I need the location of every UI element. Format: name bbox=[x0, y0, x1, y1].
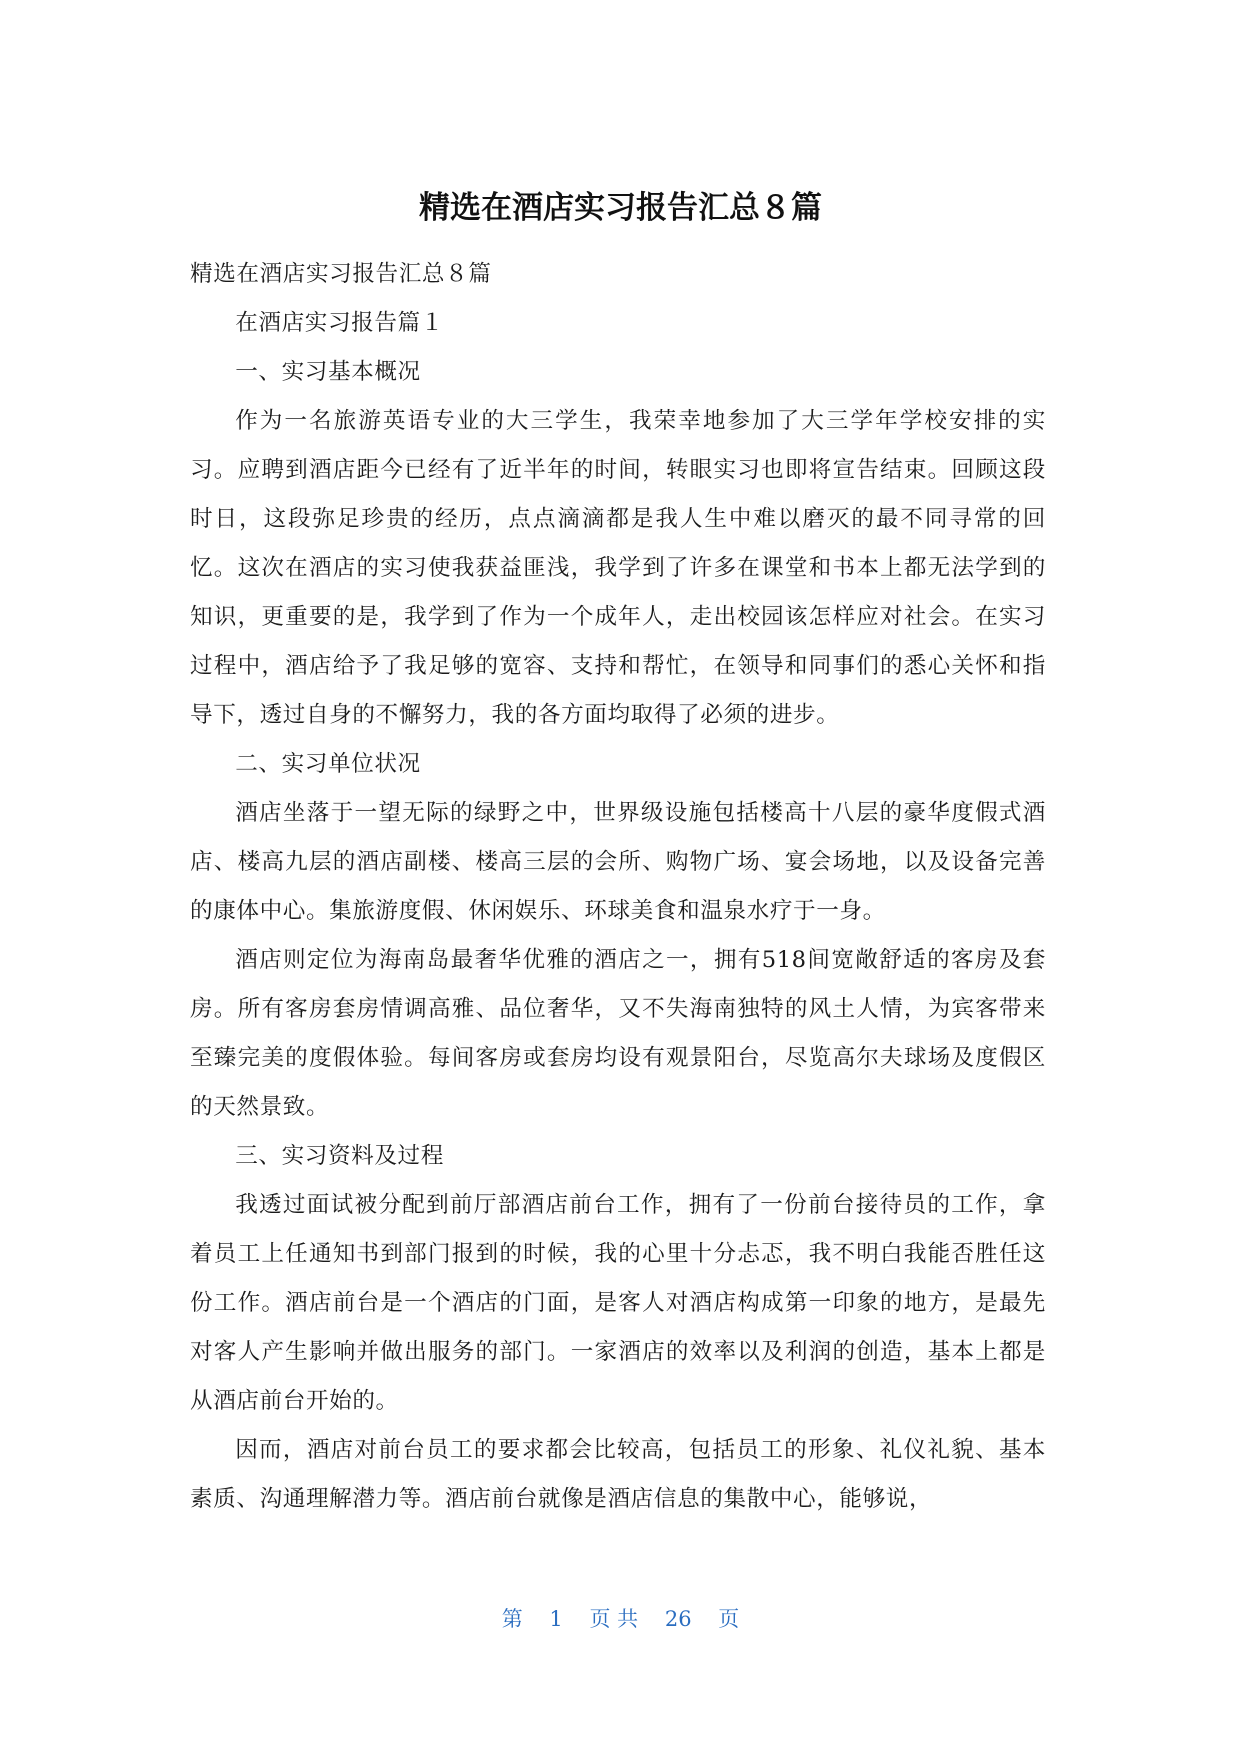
footer-current-page: 1 bbox=[549, 1607, 563, 1631]
section-heading: 在酒店实习报告篇１ bbox=[235, 310, 444, 336]
footer-total-pages: 26 bbox=[664, 1607, 692, 1631]
footer-label-of: 页 共 bbox=[589, 1607, 639, 1631]
body-paragraph: 我透过面试被分配到前厅部酒店前台工作，拥有了一份前台接待员的工作，拿着员工上任通知书到部门报到的时候，我的心里十分忐忑，我不明白我能否胜任这份工作。酒店前台是一个酒店的门面，是客人对酒店构成第一印象的地方，是最先对客人产生影响并做出服务的部门。一家酒店的效率以及利润的创造，基本上都是从酒店前台开始的。 bbox=[190, 1192, 1046, 1414]
section-heading: 二、实习单位状况 bbox=[235, 751, 421, 777]
page-footer bbox=[0, 1604, 1241, 1634]
body-paragraph: 酒店则定位为海南岛最奢华优雅的酒店之一，拥有518间宽敞舒适的客房及套房。所有客房套房情调高雅、品位奢华，又不失海南独特的风土人情，为宾客带来至臻完美的度假体验。每间客房或套房均设有观景阳台，尽览高尔夫球场及度假区的天然景致。 bbox=[190, 947, 1046, 1120]
body-paragraph: 作为一名旅游英语专业的大三学生，我荣幸地参加了大三学年学校安排的实习。应聘到酒店距今已经有了近半年的时间，转眼实习也即将宣告结束。回顾这段时日，这段弥足珍贵的经历，点点滴滴都是我人生中难以磨灭的最不同寻常的回忆。这次在酒店的实习使我获益匪浅，我学到了许多在课堂和书本上都无法学到的知识，更重要的是，我学到了作为一个成年人，走出校园该怎样应对社会。在实习过程中，酒店给予了我足够的宽容、支持和帮忙，在领导和同事们的悉心关怀和指导下，透过自身的不懈努力，我的各方面均取得了必须的进步。 bbox=[190, 408, 1046, 728]
body-paragraph: 因而，酒店对前台员工的要求都会比较高，包括员工的形象、礼仪礼貌、基本素质、沟通理解潜力等。酒店前台就像是酒店信息的集散中心，能够说， bbox=[190, 1437, 1046, 1512]
body-paragraph: 精选在酒店实习报告汇总８篇 bbox=[190, 261, 492, 287]
document-title: 精选在酒店实习报告汇总８篇 bbox=[419, 190, 822, 226]
footer-label-page: 第 bbox=[501, 1607, 523, 1631]
section-heading: 三、实习资料及过程 bbox=[235, 1143, 444, 1169]
footer-label-pages: 页 bbox=[718, 1607, 740, 1631]
body-paragraph: 酒店坐落于一望无际的绿野之中，世界级设施包括楼高十八层的豪华度假式酒店、楼高九层的酒店副楼、楼高三层的会所、购物广场、宴会场地，以及设备完善的康体中心。集旅游度假、休闲娱乐、环球美食和温泉水疗于一身。 bbox=[190, 800, 1046, 924]
section-heading: 一、实习基本概况 bbox=[235, 359, 421, 385]
document-body bbox=[190, 250, 1046, 1524]
